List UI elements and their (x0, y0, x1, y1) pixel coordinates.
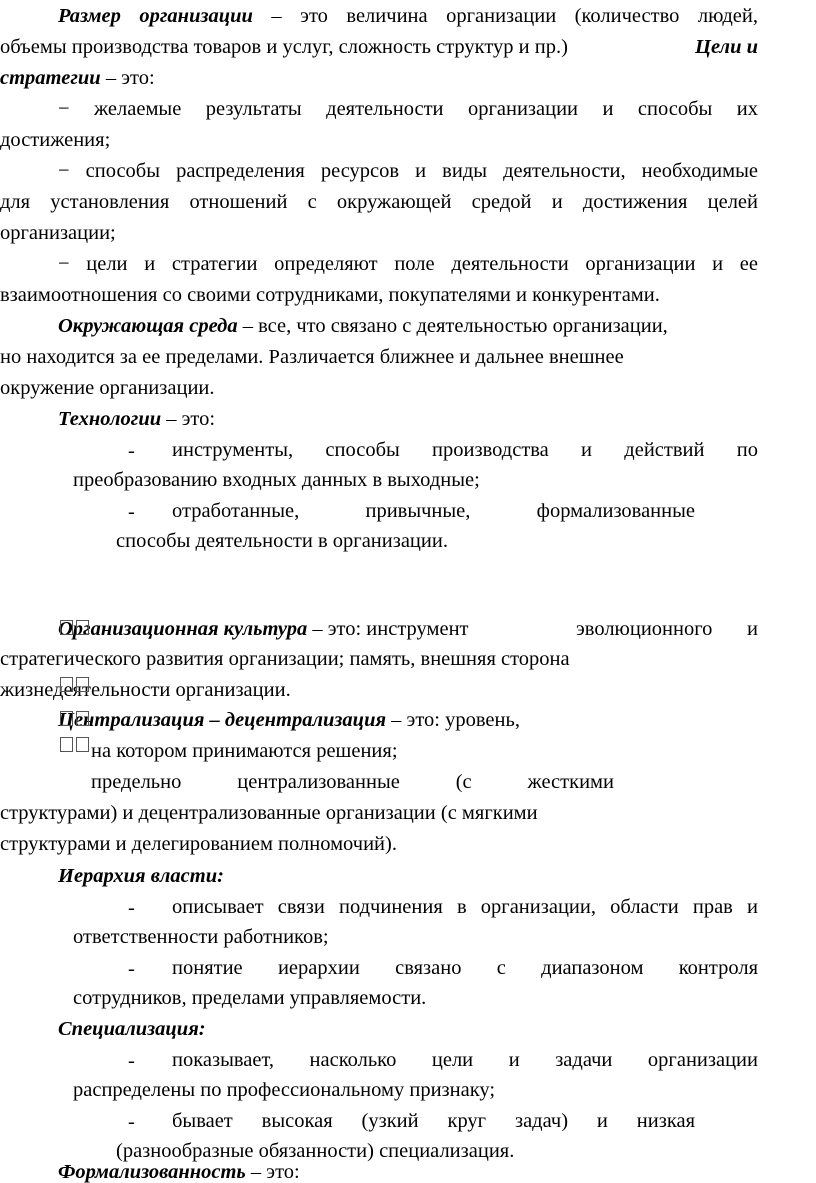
tech-item-2-line-2: способы деятельности в организации. (116, 530, 448, 552)
goals-item-3-line-1: − цели и стратегии определяют поле деятельности организации и ее (58, 253, 758, 275)
org-size-line-2 (0, 37, 758, 58)
term-technologies: Технологии (58, 408, 162, 430)
tech-bullet-1: - (128, 440, 135, 462)
goals-item-1-line-1: − желаемые результаты деятельности организации и способы их (58, 98, 758, 120)
env-line-1 (58, 316, 668, 337)
goals-intro: – это: (100, 67, 155, 89)
spec-item-2-line-1: бывает высокая (узкий круг задач) и низкая (172, 1110, 695, 1132)
missing-glyph-icon (60, 737, 73, 752)
tech-bullet-2: - (128, 501, 135, 523)
hierarchy-item-2-line-2: сотрудников, пределами управляемости. (73, 987, 427, 1009)
hierarchy-item-2-line-1: понятие иерархии связано с диапазоном контроля (172, 957, 758, 979)
tech-item-1-line-2: преобразованию входных данных в выходные; (73, 469, 480, 491)
missing-glyph-icon (60, 677, 73, 692)
spec-item-1-line-2: распределены по профессиональному признаку; (73, 1079, 496, 1101)
missing-glyph-icon (76, 737, 89, 752)
term-goals-strategies-a: Цели и (695, 36, 758, 58)
missing-glyph-icon (60, 711, 73, 726)
tech-item-2-line-1: отработанные, привычные, формализованные (172, 500, 695, 522)
central-line-3: предельно централизованные (с жесткими (91, 771, 614, 793)
tech-item-1-line-1: инструменты, способы производства и действий по (172, 439, 758, 461)
goals-item-2-line-1: − способы распределения ресурсов и виды деятельности, необходимые (58, 160, 758, 182)
missing-glyph-icon (76, 620, 89, 635)
goals-line-3 (0, 68, 155, 89)
central-line-4: структурами) и децентрализованные организации (с мягкими (0, 802, 538, 824)
goals-item-3-line-2: взаимоотношения со своими сотрудниками, покупателями и конкурентами. (0, 284, 660, 306)
central-definition: – это: уровень, (386, 709, 520, 731)
org-size-continuation: объемы производства товаров и услуг, сложность структур и пр.) (0, 36, 568, 58)
env-line-3: окружение организации. (0, 377, 215, 399)
missing-glyph-icon (60, 620, 73, 635)
term-goals-strategies-b: стратегии (0, 67, 101, 89)
culture-line-1-tail: эволюционного и (576, 618, 758, 640)
missing-glyph-icon (76, 677, 89, 692)
spec-item-1-line-1: показывает, насколько цели и задачи организации (172, 1049, 758, 1071)
hierarchy-bullet-1: - (128, 897, 135, 919)
org-size-definition: – это величина организации (количество людей, (252, 5, 758, 27)
term-hierarchy: Иерархия власти: (58, 865, 224, 887)
term-centralization: Централизация – децентрализация (58, 709, 387, 731)
hierarchy-bullet-2: - (128, 958, 135, 980)
formal-intro: – это: (245, 1161, 300, 1183)
spec-item-2-line-2: (разнообразные обязанности) специализация. (116, 1140, 515, 1162)
goals-item-2-line-3: организации; (0, 222, 116, 244)
goals-item-1-line-2: достижения; (0, 129, 111, 151)
term-environment: Окружающая среда (58, 315, 238, 337)
culture-line-2: стратегического развития организации; память, внешняя сторона (0, 648, 570, 670)
term-formalization: Формализованность (58, 1161, 246, 1183)
term-org-size: Размер организации (58, 5, 253, 27)
spec-bullet-2: - (128, 1111, 135, 1133)
missing-glyph-icon (76, 711, 89, 726)
central-line-1 (58, 710, 520, 731)
central-line-5: структурами и делегированием полномочий). (0, 833, 397, 855)
central-line-2: на котором принимаются решения; (91, 740, 398, 762)
env-definition: – все, что связано с деятельностью организации, (237, 315, 668, 337)
hierarchy-item-1-line-1: описывает связи подчинения в организации, области прав и (172, 896, 758, 918)
tech-heading (58, 409, 215, 430)
tech-intro: – это: (161, 408, 216, 430)
spec-bullet-1: - (128, 1050, 135, 1072)
culture-definition: – это: инструмент (307, 618, 469, 640)
culture-line-3: жизнедеятельности организации. (0, 679, 291, 701)
formal-line-1 (58, 1162, 300, 1183)
hierarchy-item-1-line-2: ответственности работников; (73, 926, 329, 948)
org-size-line-1 (58, 6, 758, 27)
goals-item-2-line-2: для установления отношений с окружающей средой и достижения целей (0, 191, 758, 213)
term-specialization: Специализация: (58, 1018, 206, 1040)
term-org-culture: Организационная культура (58, 618, 308, 640)
env-line-2: но находится за ее пределами. Различается ближнее и дальнее внешнее (0, 346, 624, 368)
culture-line-1 (58, 619, 469, 640)
